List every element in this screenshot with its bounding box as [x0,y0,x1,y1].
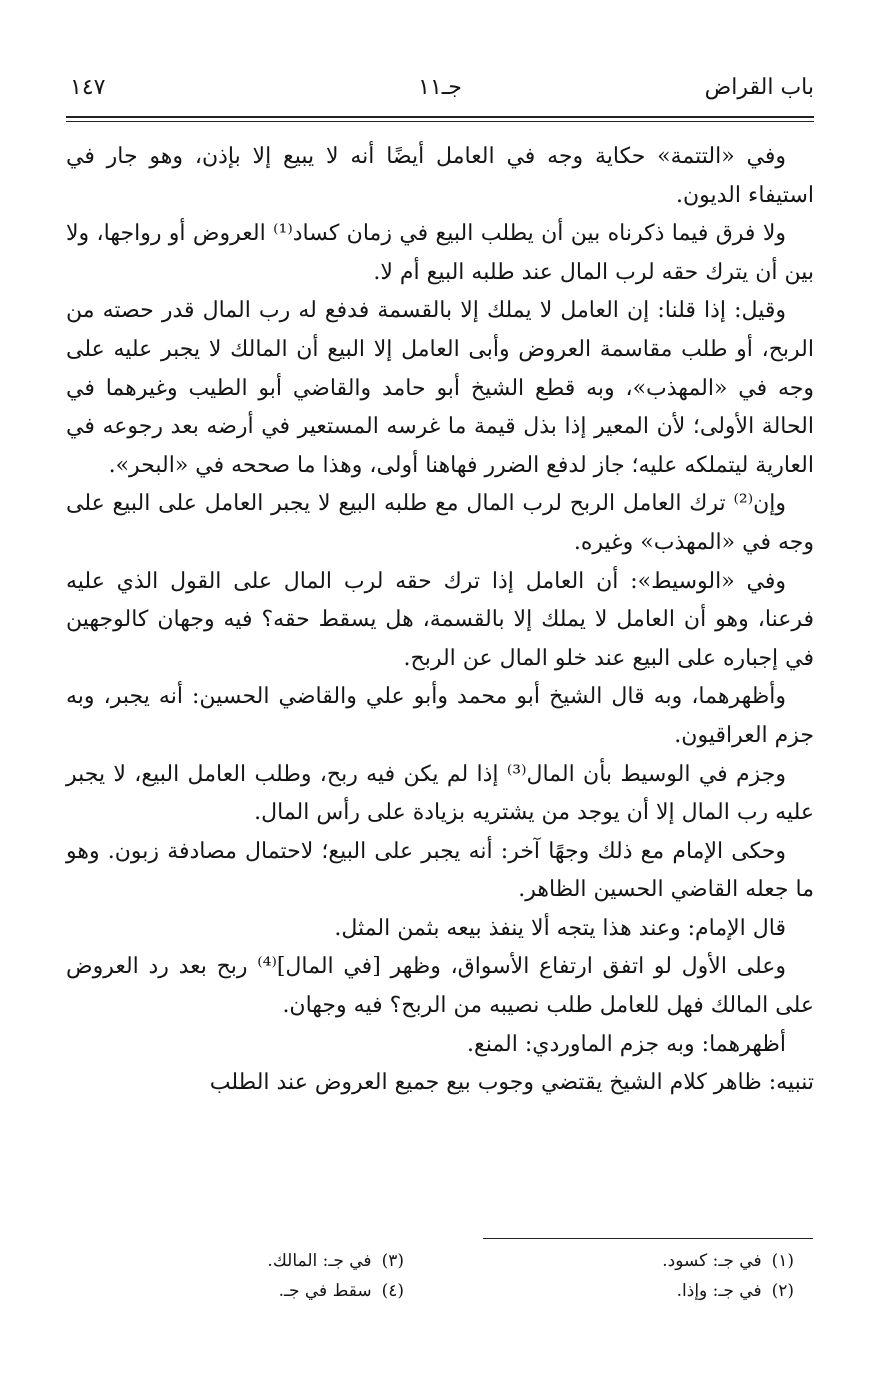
paragraph-8: وحكى الإمام مع ذلك وجهًا آخر: أنه يجبر على البيع؛ لاحتمال مصادفة زبون. وهو ما جعله القاضي الحسين الظاهر. [66,838,814,903]
footnotes-left-column [267,1246,404,1306]
footnote-2 [662,1276,794,1306]
header-rule-thick [66,116,814,118]
footnote-number: (٢) [771,1281,794,1301]
footnote-text: سقط في جـ. [278,1281,372,1301]
footnote-text: في جـ: كسود. [662,1251,762,1271]
footnote-text: في جـ: وإذا. [676,1281,762,1301]
footnote-number: (٤) [381,1281,404,1301]
header-rule-thin [66,121,814,122]
volume-label: جـ١١ [418,75,462,100]
paragraph-10: وعلى الأول لو اتفق ارتفاع الأسواق، وظهر [في المال]⁽⁴⁾ ربح بعد رد العروض على المالك فهل للعامل طلب نصيبه من الربح؟ فيه وجهان. [66,954,814,1019]
footnote-number: (٣) [381,1251,404,1271]
footnote-number: (١) [771,1251,794,1271]
footnote-separator [483,1238,813,1239]
footnote-1 [662,1246,794,1276]
paragraph-12: تنبيه: ظاهر كلام الشيخ يقتضي وجوب بيع جميع العروض عند الطلب [209,1070,814,1096]
paragraph-3: وقيل: إذا قلنا: إن العامل لا يملك إلا بالقسمة فدفع له رب المال قدر حصته من الربح، أو طلب مقاسمة العروض وأبى العامل إلا البيع أن المالك لا يجبر عليه على وجه في «المهذب»، وبه قطع الشيخ أبو حامد والقاضي أبو الطيب وغيرهما في الحالة الأولى؛ لأن المعير إذا بذل قيمة ما غرسه المستعير في أرضه بعد رجوعه في العارية ليتملكه عليه؛ جاز لدفع الضرر فهاهنا أولى، وهذا ما صححه في «البحر». [66,298,814,478]
paragraph-7: وجزم في الوسيط بأن المال⁽³⁾ إذا لم يكن فيه ربح، وطلب العامل البيع، لا يجبر عليه رب المال إلا أن يوجد من يشتريه بزيادة على رأس المال. [66,761,814,826]
page-header [66,66,814,110]
paragraph-1: وفي «التتمة» حكاية وجه في العامل أيضًا أنه لا يبيع إلا بإذن، وهو جار في استيفاء الديون. [66,144,814,208]
page-number: ١٤٧ [70,75,106,100]
footnote-text: في جـ: المالك. [267,1251,372,1271]
footnote-4 [267,1276,404,1306]
paragraph-5: وفي «الوسيط»: أن العامل إذا ترك حقه لرب المال على القول الذي عليه فرعنا، وهو أن العامل لا يملك إلا بالقسمة، هل يسقط حقه؟ فيه وجهان كالوجهين في إجباره على البيع عند خلو المال عن الربح. [66,568,814,671]
paragraph-9: قال الإمام: وعند هذا يتجه ألا ينفذ بيعه بثمن المثل. [334,915,786,941]
paragraph-11: أظهرهما: وبه جزم الماوردي: المنع. [467,1031,786,1057]
paragraph-4: وإن⁽²⁾ ترك العامل الربح لرب المال مع طلبه البيع لا يجبر العامل على البيع على وجه في «المهذب» وغيره. [66,491,814,555]
footnotes-right-column [662,1246,794,1306]
footnote-3 [267,1246,404,1276]
chapter-title: باب القراض [704,75,814,100]
paragraph-6: وأظهرهما، وبه قال الشيخ أبو محمد وأبو علي والقاضي الحسين: أنه يجبر، وبه جزم العراقيون. [66,684,814,748]
paragraph-2: ولا فرق فيما ذكرناه بين أن يطلب البيع في زمان كساد⁽¹⁾ العروض أو رواجها، ولا بين أن يترك حقه لرب المال عند طلبه البيع أم لا. [66,221,814,285]
main-text [66,138,814,1103]
